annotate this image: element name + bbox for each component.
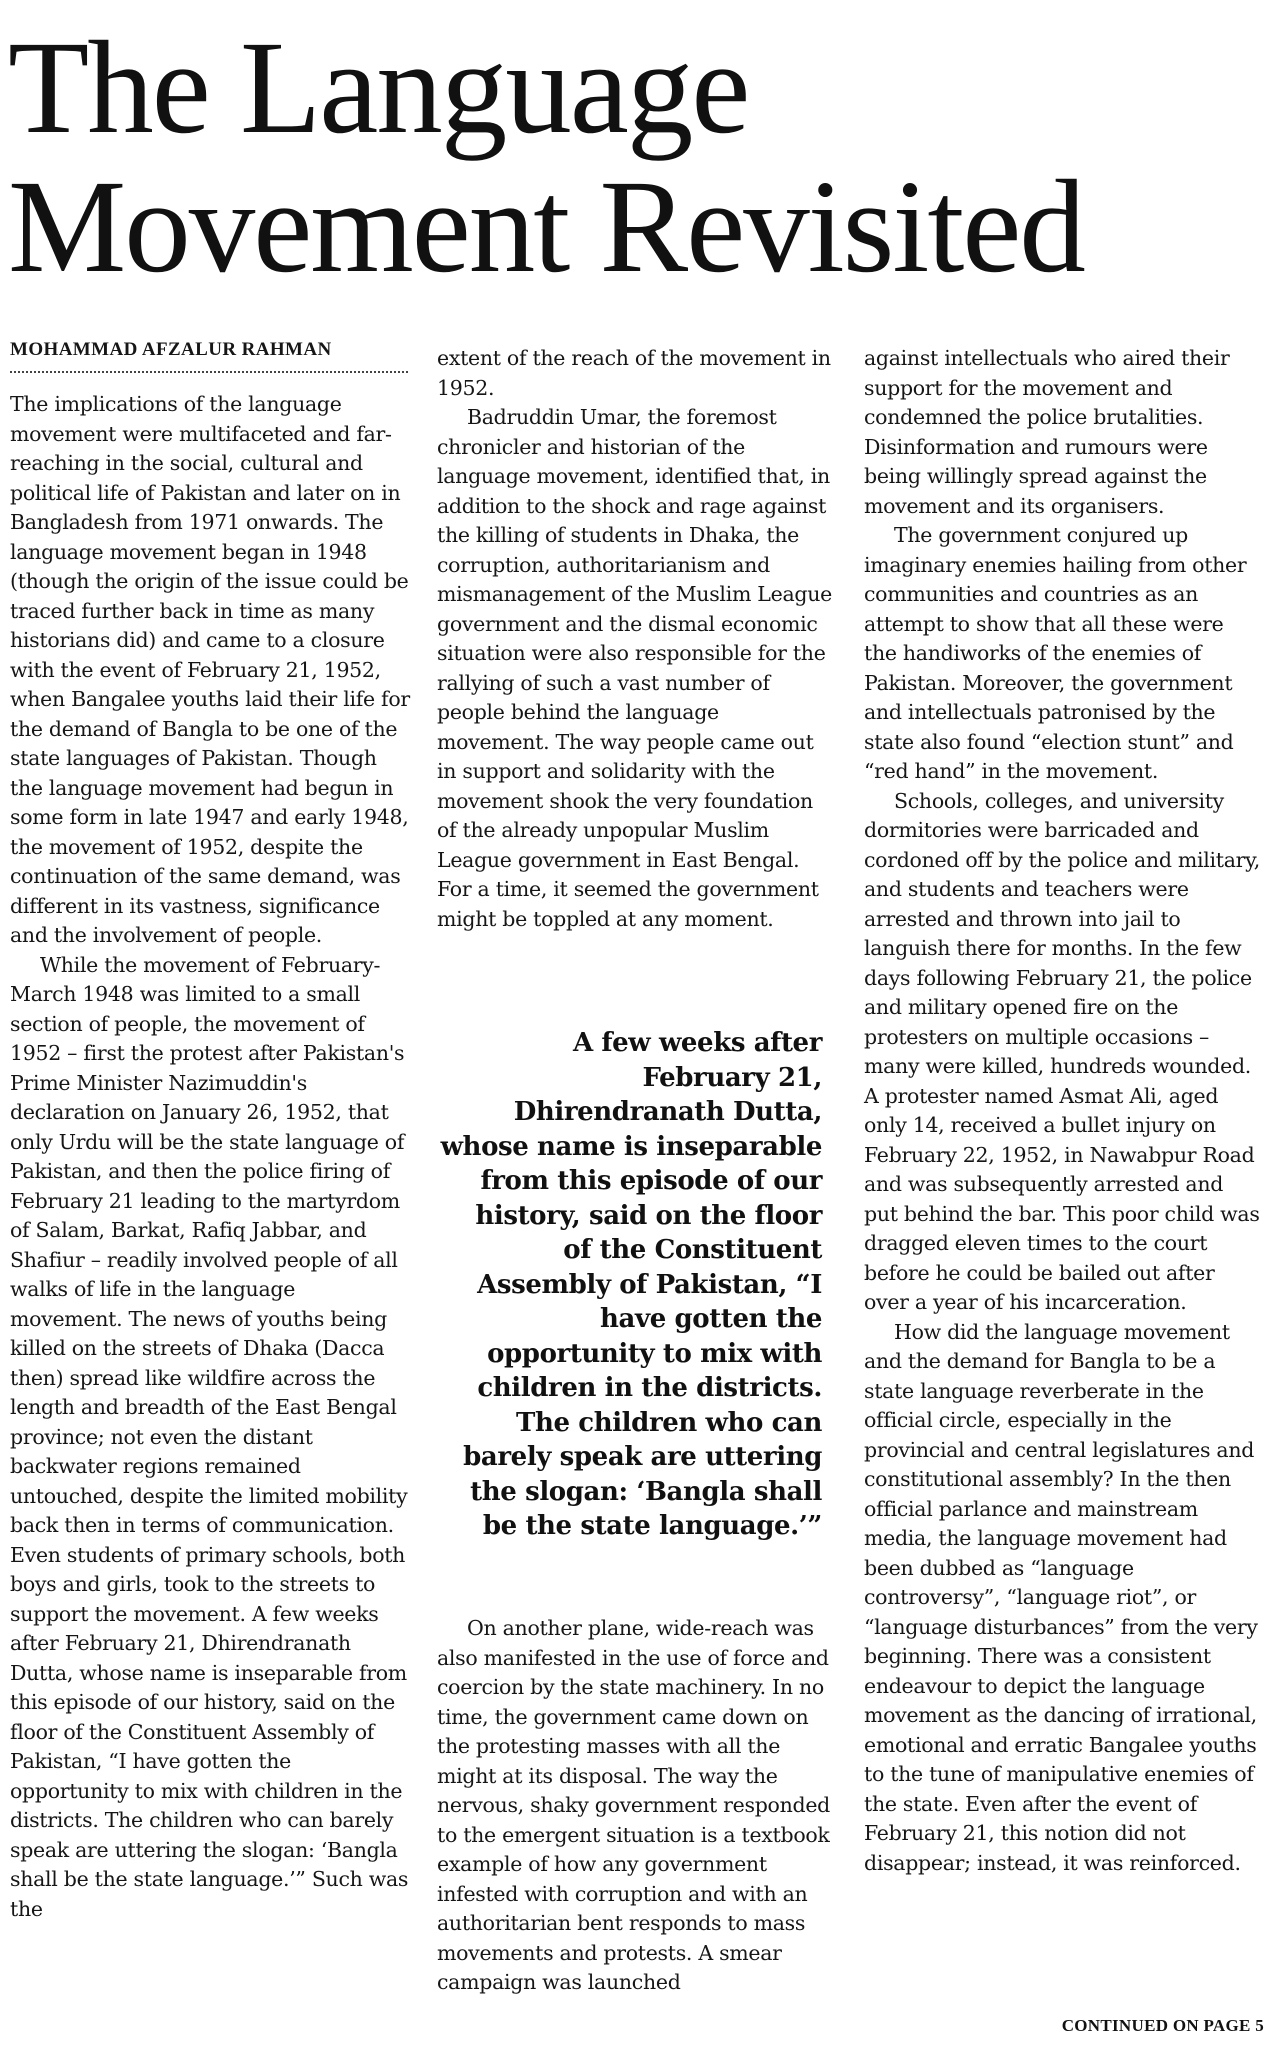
column-2: [437, 344, 837, 934]
continued-on-page-link[interactable]: CONTINUED ON PAGE 5: [1061, 2016, 1264, 2035]
column-3: [864, 344, 1262, 1878]
headline: [8, 13, 1258, 300]
column-1-paragraph-1: The implications of the language movement were multifaceted and far-reaching in the social, cultural and political life of Pakistan and later on in Bangladesh from 1971 onwards. The language movement began in 1948 (though the origin of the issue could be traced further back in time as many historians did) and came to a closure with the event of February 21, 1952, when Bangalee youths laid their life for the demand of Bangla to be one of the state languages of Pakistan. Though the language movement had begun in some form in late 1947 and early 1948, the movement of 1952, despite the continuation of the same demand, was different in its vastness, significance and the involvement of people.: [10, 392, 410, 947]
column-1: [10, 390, 410, 1924]
column-1-paragraph-2: While the movement of February-March 1948 was limited to a small section of people, the movement of 1952 – first the protest after Pakistan's Prime Minister Nazimuddin's declaration on January 26, 1952, that only Urdu will be the state language of Pakistan, and then the police firing of February 21 leading to the martyrdom of Salam, Barkat, Rafiq Jabbar, and Shafiur – readily involved people of all walks of life in the language movement. The news of youths being killed on the streets of Dhaka (Dacca then) spread like wildfire across the length and breadth of the East Bengal province; not even the distant backwater regions remained untouched, despite the limited mobility back then in terms of communication. Even students of primary schools, both boys and girls, took to the streets to support the movement. A few weeks after February 21, Dhirendranath Dutta, whose name is inseparable from this episode of our history, said on the floor of the Constituent Assembly of Pakistan, “I have gotten the opportunity to mix with children in the districts. The children who can barely speak are uttering the slogan: ‘Bangla shall be the state language.’” Such was the: [10, 952, 409, 1921]
column-3-paragraph-3: Schools, colleges, and university dormitories were barricaded and cordoned off by the police and military, and students and teachers were arrested and thrown into jail to languish there for months. In the few days following February 21, the police and military opened fire on the protesters on multiple occasions – many were killed, hundreds wounded. A protester named Asmat Ali, aged only 14, received a bullet injury on February 22, 1952, in Nawabpur Road and was subsequently arrested and put behind the bar. This poor child was dragged eleven times to the court before he could be bailed out after over a year of his incarceration.: [864, 788, 1260, 1314]
pull-quote: A few weeks after February 21, Dhirendranath Dutta, whose name is inseparable from this episode of our history, said on the floor of the Constituent Assembly of Pakistan, “I have gotten the opportunity to mix with children in the districts. The children who can barely speak are uttering the slogan: ‘Bangla shall be the state language.’”: [440, 1028, 822, 1541]
column-2-lower: [437, 1614, 837, 1998]
headline-line-1: The Language: [8, 13, 749, 161]
column-3-paragraph-1: against intellectuals who aired their support for the movement and condemned the police brutalities. Disinformation and rumours were being willingly spread against the movement and its organisers.: [864, 346, 1230, 518]
column-2-paragraph-2: Badruddin Umar, the foremost chronicler and historian of the language movement, identified that, in addition to the shock and rage against the killing of students in Dhaka, the corruption, authoritarianism and mismanagement of the Muslim League government and the dismal economic situation were also responsible for the rallying of such a vast number of people behind the language movement. The way people came out in support and solidarity with the movement shook the very foundation of the already unpopular Muslim League government in East Bengal. For a time, it seemed the government might be toppled at any moment.: [437, 405, 832, 931]
column-2-paragraph-3: On another plane, wide-reach was also manifested in the use of force and coercion by the state machinery. In no time, the government came down on the protesting masses with all the might at its disposal. The way the nervous, shaky government responded to the emergent situation is a textbook example of how any government infested with corruption and with an authoritarian bent responds to mass movements and protests. A smear campaign was launched: [437, 1616, 830, 1994]
column-3-paragraph-4: How did the language movement and the demand for Bangla to be a state language reverberate in the official circle, especially in the provincial and central legislatures and constitutional assembly? In the then official parlance and mainstream media, the language movement had been dubbed as “language controversy”, “language riot”, or “language disturbances” from the very beginning. There was a consistent endeavour to depict the language movement as the dancing of irrational, emotional and erratic Bangalee youths to the tune of manipulative enemies of the state. Even after the event of February 21, this notion did not disappear; instead, it was reinforced.: [864, 1319, 1258, 1875]
headline-line-2: Movement Revisited: [8, 152, 1084, 300]
byline: MOHAMMAD AFZALUR RAHMAN: [10, 339, 408, 373]
column-2-paragraph-1: extent of the reach of the movement in 1952.: [437, 346, 831, 400]
column-3-paragraph-2: The government conjured up imaginary enemies hailing from other communities and countries as an attempt to show that all these were the handiworks of the enemies of Pakistan. Moreover, the government and intellectuals patronised by the state also found “election stunt” and “red hand” in the movement.: [864, 523, 1247, 783]
